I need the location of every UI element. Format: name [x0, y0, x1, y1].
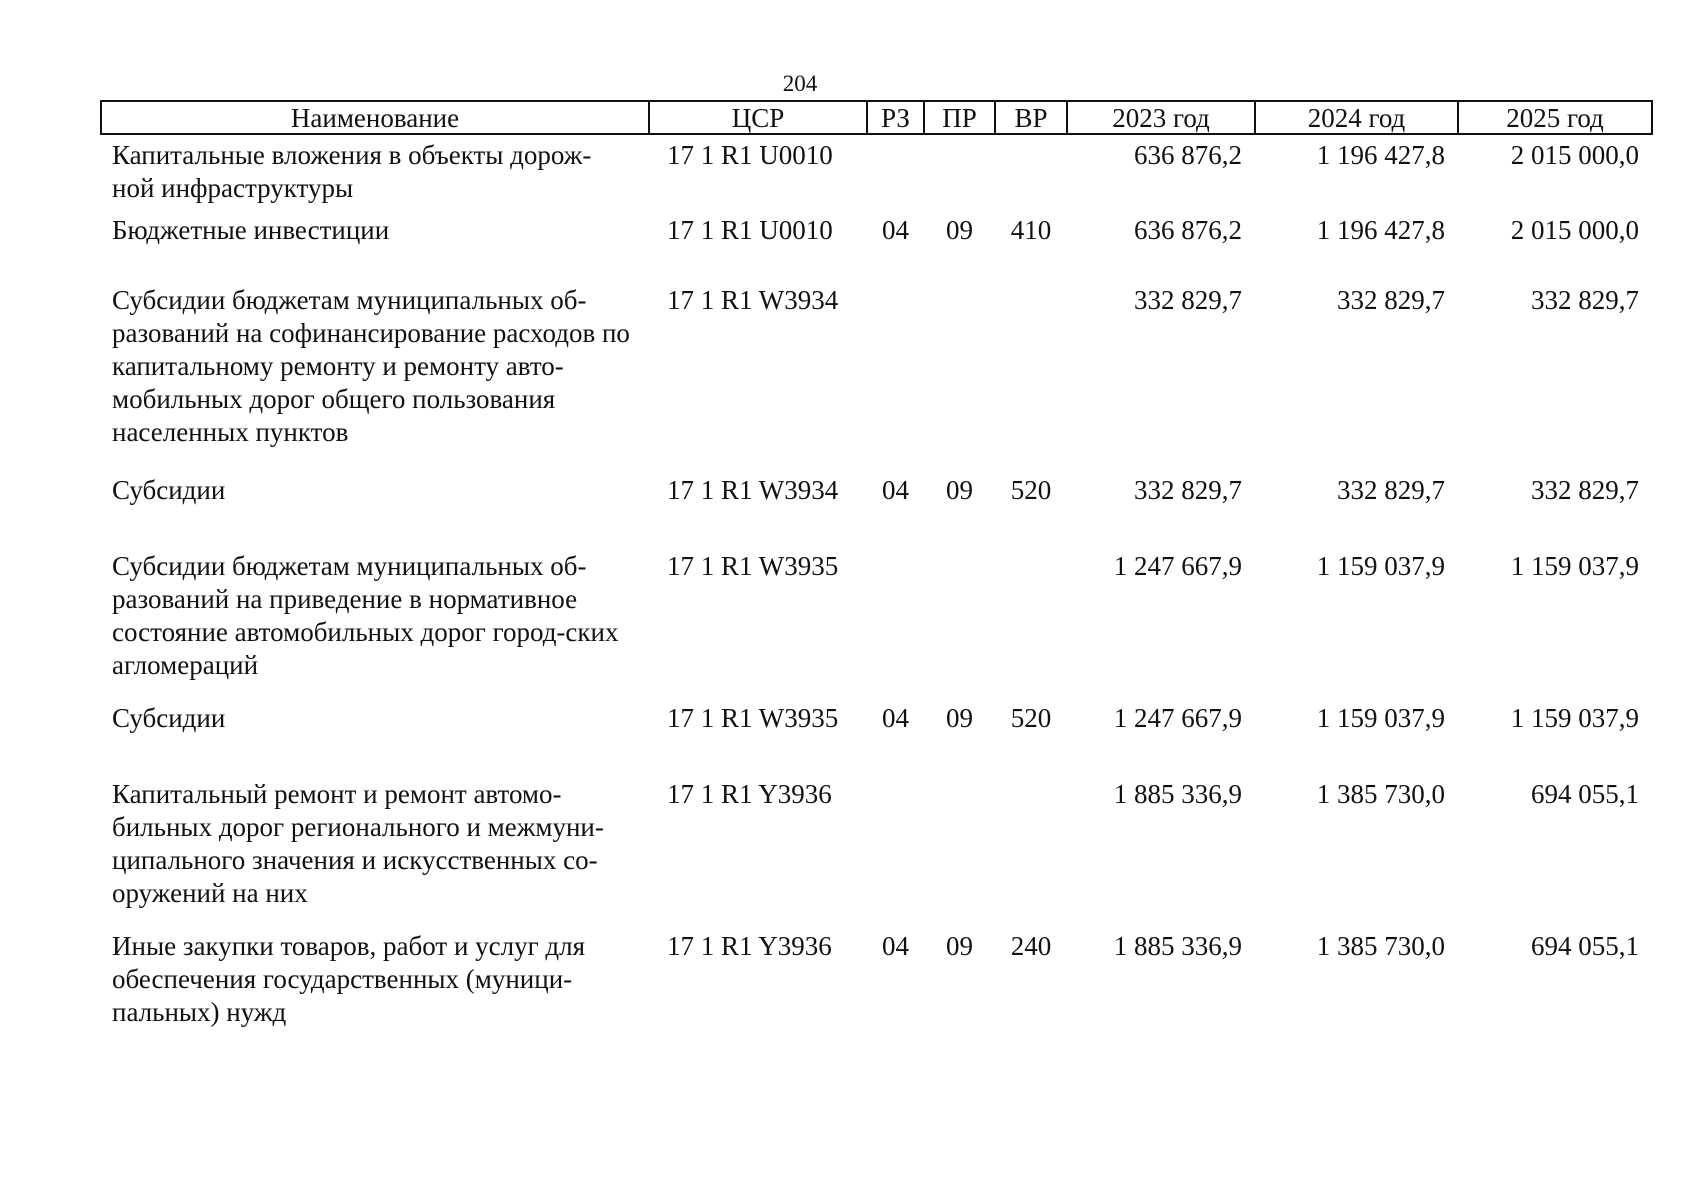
row-name: Бюджетные инвестиции	[112, 215, 390, 245]
row-rz	[867, 550, 924, 702]
row-2024: 1 196 427,8	[1316, 140, 1445, 170]
table-header	[101, 101, 1652, 134]
table-row	[101, 550, 1652, 702]
row-vr: 410	[1010, 215, 1052, 245]
table-row	[101, 778, 1652, 930]
row-name: Капитальный ремонт и ремонт автомо-бильных дорог регионального и межмуни-ципального значения и искусственных со-оружений на них	[112, 779, 604, 908]
row-2023: 1 885 336,9	[1113, 779, 1242, 809]
table-row	[101, 208, 1652, 284]
row-2024: 1 159 037,9	[1316, 703, 1445, 733]
row-rz: 04	[882, 931, 909, 961]
row-csr: 17 1 R1 U0010	[667, 140, 833, 170]
row-pr: 09	[946, 703, 973, 733]
row-2025: 694 055,1	[1531, 779, 1639, 809]
table-row	[101, 134, 1652, 208]
row-pr	[924, 134, 995, 208]
row-2023: 636 876,2	[1134, 140, 1242, 170]
row-csr: 17 1 R1 W3934	[667, 285, 839, 315]
row-pr	[924, 284, 995, 474]
row-name: Субсидии	[112, 703, 226, 733]
row-vr	[995, 134, 1067, 208]
row-name: Субсидии	[112, 475, 226, 505]
row-name: Субсидии бюджетам муниципальных об-разований на софинансирование расходов по капитальному ремонту и ремонту авто-мобильных дорог общего пользования населенных пунктов	[112, 285, 630, 447]
header-2024: 2024 год	[1255, 101, 1458, 134]
row-csr: 17 1 R1 W3934	[667, 475, 839, 505]
row-2024: 1 159 037,9	[1316, 551, 1445, 581]
header-name: Наименование	[101, 101, 649, 134]
header-rz: РЗ	[867, 101, 924, 134]
row-rz	[867, 284, 924, 474]
row-2023: 1 247 667,9	[1113, 551, 1242, 581]
row-2025: 1 159 037,9	[1510, 703, 1639, 733]
row-2024: 1 196 427,8	[1316, 215, 1445, 245]
row-2024: 1 385 730,0	[1316, 931, 1445, 961]
row-csr: 17 1 R1 U0010	[667, 215, 833, 245]
row-name: Субсидии бюджетам муниципальных об-разований на приведение в нормативное состояние автомобильных дорог город-ских агломераций	[112, 551, 619, 680]
header-pr: ПР	[924, 101, 995, 134]
row-name: Капитальные вложения в объекты дорож-ной инфраструктуры	[112, 140, 592, 203]
row-2024: 1 385 730,0	[1316, 779, 1445, 809]
row-pr	[924, 550, 995, 702]
header-2023: 2023 год	[1067, 101, 1255, 134]
row-2023: 332 829,7	[1134, 475, 1242, 505]
row-pr	[924, 778, 995, 930]
row-2023: 332 829,7	[1134, 285, 1242, 315]
row-vr	[995, 778, 1067, 930]
table-row	[101, 930, 1652, 1040]
table-body	[101, 134, 1652, 1040]
row-2025: 332 829,7	[1531, 475, 1639, 505]
row-rz: 04	[882, 475, 909, 505]
row-vr	[995, 284, 1067, 474]
header-csr: ЦСР	[649, 101, 867, 134]
row-vr	[995, 550, 1067, 702]
row-2025: 1 159 037,9	[1510, 551, 1639, 581]
row-2023: 636 876,2	[1134, 215, 1242, 245]
row-rz	[867, 778, 924, 930]
row-2025: 2 015 000,0	[1510, 215, 1639, 245]
budget-table	[100, 100, 1653, 1040]
row-2025: 694 055,1	[1531, 931, 1639, 961]
page-number: 204	[782, 71, 818, 96]
row-csr: 17 1 R1 W3935	[667, 703, 839, 733]
header-row	[101, 101, 1652, 134]
row-2025: 332 829,7	[1531, 285, 1639, 315]
row-2025: 2 015 000,0	[1510, 140, 1639, 170]
row-csr: 17 1 R1 W3935	[667, 551, 839, 581]
row-name: Иные закупки товаров, работ и услуг для обеспечения государственных (муници-пальных) нужд	[112, 931, 586, 1027]
table-row	[101, 702, 1652, 778]
row-2024: 332 829,7	[1337, 285, 1445, 315]
row-rz: 04	[882, 703, 909, 733]
row-2024: 332 829,7	[1337, 475, 1445, 505]
row-2023: 1 247 667,9	[1113, 703, 1242, 733]
row-csr: 17 1 R1 Y3936	[667, 931, 832, 961]
row-csr: 17 1 R1 Y3936	[667, 779, 832, 809]
table-row	[101, 474, 1652, 550]
row-pr: 09	[946, 931, 973, 961]
header-2025: 2025 год	[1458, 101, 1652, 134]
row-vr: 240	[1010, 931, 1052, 961]
table-row	[101, 284, 1652, 474]
row-pr: 09	[946, 475, 973, 505]
row-rz: 04	[882, 215, 909, 245]
row-vr: 520	[1010, 703, 1052, 733]
row-2023: 1 885 336,9	[1113, 931, 1242, 961]
row-vr: 520	[1010, 475, 1052, 505]
row-pr: 09	[946, 215, 973, 245]
row-rz	[867, 134, 924, 208]
header-vr: ВР	[995, 101, 1067, 134]
